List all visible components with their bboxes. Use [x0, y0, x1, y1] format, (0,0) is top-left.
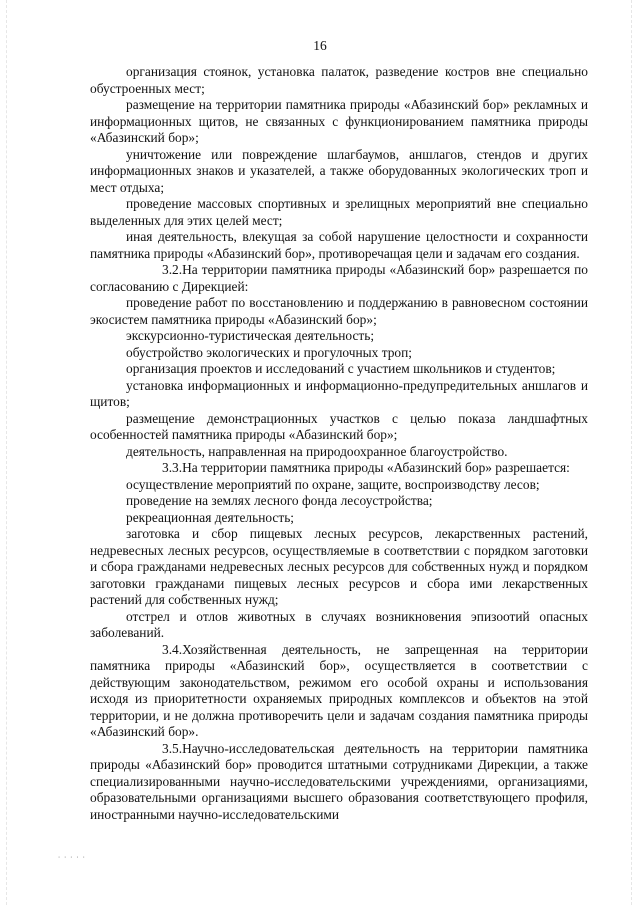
paragraph: проведение работ по восстановлению и поддержанию в равновесном состоянии экосистем памятника природы «Абазинский бор»; [90, 295, 588, 327]
paragraph: осуществление мероприятий по охране, защите, воспроизводству лесов; [126, 476, 540, 492]
paragraph: рекреационная деятельность; [126, 509, 295, 525]
paragraph: организация стоянок, установка палаток, разведение костров вне специально обустроенных мест; [90, 64, 588, 96]
section-number: 3.2. [162, 262, 183, 277]
paragraph: экскурсионно-туристическая деятельность; [126, 328, 375, 343]
section-number: 3.4. [162, 641, 183, 657]
paragraph: обустройство экологических и прогулочных троп; [126, 344, 413, 360]
paragraph: деятельность, направленная на природоохранное благоустройство. [126, 443, 508, 459]
margin-stamp: ⸱ ⸱ ⸱ ⸱ ⸱ [58, 853, 86, 862]
section-paragraph: 3.3.На территории памятника природы «Абазинский бор» разрешается: [90, 460, 588, 477]
section-paragraph: 3.4.Хозяйственная деятельность, не запрещенная на территории памятника природы «Абазинский бор», осуществляется в соответствии с действующим законодательством, режимом его особой охраны и использования исходя из приоритетности охраняемых природных комплексов и объектов на этой территории, и не должна противоречить цели и задачам создания памятника природы «Абазинский бор». [90, 641, 588, 739]
page-number: 16 [313, 38, 327, 53]
paragraph: проведение на землях лесного фонда лесоустройства; [126, 493, 433, 508]
paragraph: заготовка и сбор пищевых лесных ресурсов, лекарственных растений, недревесных лесных ресурсов, осуществляемые в соответствии с порядком заготовки и сбора гражданами недревесных лесных ресурсов для собственных нужд и порядком заготовки гражданами пищевых лесных ресурсов и сбора ими лекарственных растений для собственных нужд; [90, 526, 588, 607]
section-paragraph: 3.5.Научно-исследовательская деятельность на территории памятника природы «Абазинский бор» проводится штатными сотрудниками Дирекции, а также специализированными научно-исследовательскими учреждениями, организациями, образовательными организациями высшего образования соответствующего профиля, иностранными научно-исследовательскими [90, 740, 588, 822]
document-body [90, 64, 588, 823]
scan-edge-left [6, 0, 7, 905]
paragraph: размещение на территории памятника природы «Абазинский бор» рекламных и информационных щитов, не связанных с функционированием памятника природы «Абазинский бор»; [90, 97, 588, 145]
scan-edge-right [631, 0, 632, 905]
section-number: 3.5. [162, 740, 183, 756]
paragraph: проведение массовых спортивных и зрелищных мероприятий вне специально выделенных для этих целей мест; [90, 196, 588, 228]
paragraph: размещение демонстрационных участков с целью показа ландшафтных особенностей памятника природы «Абазинский бор»; [90, 410, 588, 442]
section-number: 3.3. [162, 460, 183, 475]
paragraph: уничтожение или повреждение шлагбаумов, аншлагов, стендов и других информационных знаков и указателей, а также оборудованных экологических троп и мест отдыха; [90, 146, 588, 195]
paragraph: организация проектов и исследований с участием школьников и студентов; [126, 361, 556, 376]
paragraph: установка информационных и информационно-предупредительных аншлагов и щитов; [90, 377, 588, 409]
paragraph: отстрел и отлов животных в случаях возникновения эпизоотий опасных заболеваний. [90, 608, 588, 640]
paragraph: иная деятельность, влекущая за собой нарушение целостности и сохранности памятника природы «Абазинский бор», противоречащая цели и задачам его создания. [90, 229, 588, 261]
section-paragraph: 3.2.На территории памятника природы «Абазинский бор» разрешается по согласованию с Дирекцией: [90, 262, 588, 294]
